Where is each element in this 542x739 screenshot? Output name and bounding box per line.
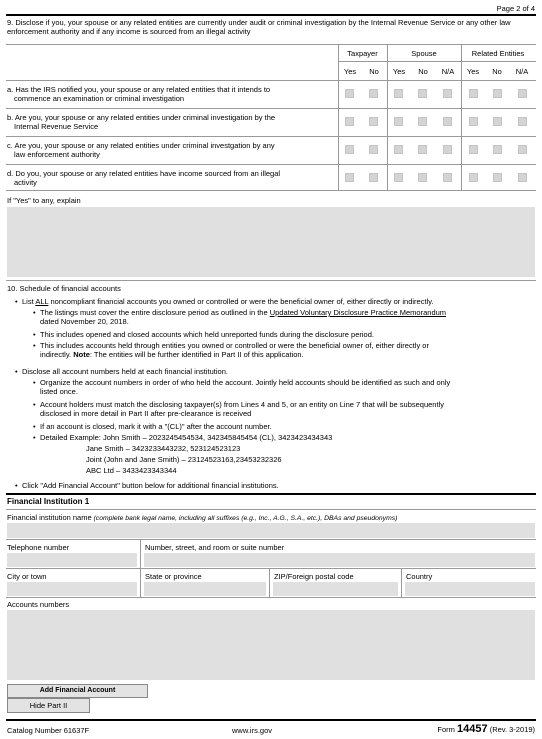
q9-row-b-checkbox-7[interactable] [518, 117, 527, 126]
sub-bullet-example: • Detailed Example: John Smith – 2023245454534, 342345845454 (CL), 3423423434343 [40, 433, 535, 442]
group-taxpayer: Taxpayer [347, 49, 378, 58]
q9-row-d: d. Do you, your spouse or any related entities have income sourced from an illegal activity [7, 169, 281, 187]
catalog-number: Catalog Number 61637F [7, 726, 90, 735]
irs-website: www.irs.gov [232, 726, 273, 735]
sub-bullet-holders: • Account holders must match the disclosing taxpayer(s) from Lines 4 and 5, or an entity on Line 7 that will be subsequently disclosed in more detail in Part II after pre-clearance is received [40, 400, 535, 418]
form-number: Form 14457 (Rev. 3-2019) [437, 723, 535, 735]
col-header: No [418, 67, 428, 76]
q9-row-b-checkbox-1[interactable] [369, 117, 378, 126]
q9-row-d-checkbox-3[interactable] [418, 173, 427, 182]
q9-row-d-checkbox-7[interactable] [518, 173, 527, 182]
col-header: Yes [343, 67, 357, 76]
q9-row-d-checkbox-0[interactable] [345, 173, 354, 182]
top-rule [6, 14, 536, 16]
sub-bullet-closed: • If an account is closed, mark it with a "(CL)" after the account number. [40, 422, 535, 431]
q10-title: 10. Schedule of financial accounts [7, 284, 121, 293]
q9-row-c-checkbox-0[interactable] [345, 145, 354, 154]
q9-row-a-checkbox-7[interactable] [518, 89, 527, 98]
fi-name-label: Financial institution name (complete bank legal name, including all suffixes (e.g., Inc., A.G., S.A., etc.), DBAs and pseudonyms) [7, 513, 398, 522]
accounts-textarea[interactable] [7, 610, 535, 680]
q9-row-a-checkbox-3[interactable] [418, 89, 427, 98]
hide-part-ii-button[interactable]: Hide Part II [7, 698, 90, 713]
bullet-add-account: • Click "Add Financial Account" button below for additional financial institutions. [22, 481, 532, 490]
sub-bullet-listings: • The listings must cover the entire disclosure period as outlined in the Updated Voluntary Disclosure Practice Memorandum dated November 20, 2018. [40, 308, 535, 326]
country-label: Country [406, 572, 433, 581]
q9-row-a-checkbox-2[interactable] [394, 89, 403, 98]
q9-row-b-checkbox-2[interactable] [394, 117, 403, 126]
q9-text: 9. Disclose if you, your spouse or any related entities are currently under audit or criminal investigation by the Internal Revenue Service or any other law enforcement authority and if any income is sourced from an illegal activity [7, 18, 511, 36]
q9-rule [6, 44, 536, 45]
q9-row-c-checkbox-2[interactable] [394, 145, 403, 154]
col-header: Yes [392, 67, 406, 76]
phone-input[interactable] [7, 553, 137, 567]
q9-row-c-checkbox-5[interactable] [469, 145, 478, 154]
example-line: Jane Smith – 3423233443232, 523124523123 [86, 444, 241, 453]
q9-row-b-checkbox-0[interactable] [345, 117, 354, 126]
fi-name-input[interactable] [7, 523, 535, 538]
q9-row-d-checkbox-5[interactable] [469, 173, 478, 182]
q9-row-c-checkbox-3[interactable] [418, 145, 427, 154]
q9-row-b-checkbox-4[interactable] [443, 117, 452, 126]
explain-textarea[interactable] [7, 207, 535, 277]
q9-row-d-checkbox-2[interactable] [394, 173, 403, 182]
q9-row-b-checkbox-6[interactable] [493, 117, 502, 126]
vdp-memo-link[interactable]: Updated Voluntary Disclosure Practice Memorandum [269, 308, 447, 317]
q9-row-d-checkbox-4[interactable] [443, 173, 452, 182]
q9-row-c-checkbox-6[interactable] [493, 145, 502, 154]
city-label: City or town [7, 572, 47, 581]
fi-heading: Financial Institution 1 [7, 497, 90, 506]
q9-row-d-checkbox-6[interactable] [493, 173, 502, 182]
zip-input[interactable] [273, 582, 398, 596]
add-financial-account-button[interactable]: Add Financial Account [7, 684, 148, 698]
bullet-list-all: • List ALL noncompliant financial accounts you owned or controlled or were the beneficial owner of, either directly or indirectly. [22, 297, 532, 306]
sub-bullet-entities: • This includes accounts held through entities you owned or controlled or were the beneficial owner of, either directly or indirectly. Note: The entities will be further identified in Part II of this application. [40, 341, 535, 359]
example-line: ABC Ltd – 3433423343344 [86, 466, 177, 475]
group-related-entities: Related Entities [471, 49, 525, 58]
phone-label: Telephone number [7, 543, 70, 552]
page-number: Page 2 of 4 [496, 4, 535, 13]
q9-row-b-checkbox-5[interactable] [469, 117, 478, 126]
q9-row-b-checkbox-3[interactable] [418, 117, 427, 126]
q9-row-a-checkbox-1[interactable] [369, 89, 378, 98]
q9-row-b: b. Are you, your spouse or any related entities under criminal investigation by the Internal Revenue Service [7, 113, 276, 131]
zip-label: ZIP/Foreign postal code [274, 572, 354, 581]
q9-row-c-checkbox-7[interactable] [518, 145, 527, 154]
example-line: Joint (John and Jane Smith) – 23124523163,23453232326 [86, 455, 282, 464]
col-header: No [492, 67, 502, 76]
q9-row-a-checkbox-5[interactable] [469, 89, 478, 98]
street-label: Number, street, and room or suite number [145, 543, 285, 552]
col-header: No [369, 67, 379, 76]
col-header: N/A [441, 67, 455, 76]
group-spouse: Spouse [411, 49, 437, 58]
state-label: State or province [145, 572, 202, 581]
q9-row-c-checkbox-1[interactable] [369, 145, 378, 154]
col-header: Yes [466, 67, 480, 76]
street-input[interactable] [144, 553, 535, 567]
q9-row-a-checkbox-4[interactable] [443, 89, 452, 98]
q9-row-a-checkbox-0[interactable] [345, 89, 354, 98]
explain-label: If "Yes" to any, explain [7, 196, 81, 205]
q9-row-d-checkbox-1[interactable] [369, 173, 378, 182]
city-input[interactable] [7, 582, 137, 596]
q9-row-a: a. Has the IRS notified you, your spouse or any related entities that it intends to commence an examination or criminal investigation [7, 85, 271, 103]
accounts-label: Accounts numbers [7, 600, 70, 609]
sub-bullet-opened-closed: • This includes opened and closed accounts which held unreported funds during the disclosure period. [40, 330, 535, 339]
q9-row-c: c. Are you, your spouse or any related entities under criminal investgation by any law enforcement authority [7, 141, 275, 159]
q9-row-a-checkbox-6[interactable] [493, 89, 502, 98]
col-header: N/A [515, 67, 529, 76]
state-input[interactable] [144, 582, 266, 596]
q9-row-c-checkbox-4[interactable] [443, 145, 452, 154]
country-input[interactable] [405, 582, 535, 596]
sub-bullet-organize: • Organize the account numbers in order of who held the account. Jointly held accounts should be identified as such and only listed once. [40, 378, 535, 396]
bullet-disclose-accounts: • Disclose all account numbers held at each financial institution. [22, 367, 532, 376]
